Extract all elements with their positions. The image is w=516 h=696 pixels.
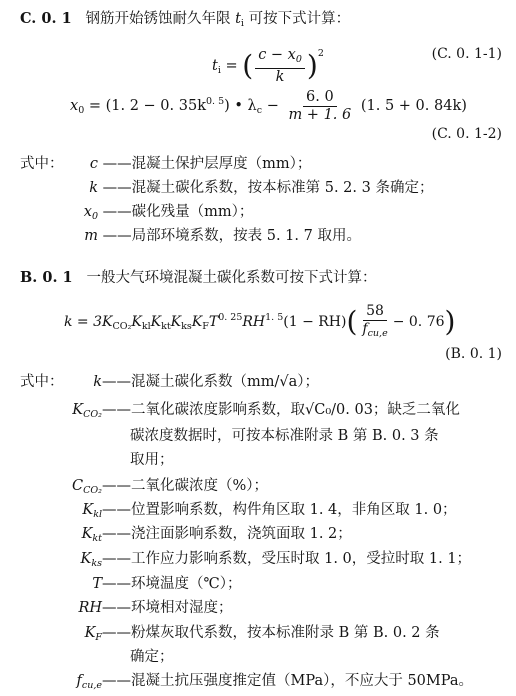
def-term-sub: kt: [92, 533, 102, 544]
def-dash: ——: [102, 156, 132, 172]
def-desc: ——二氧化碳浓度影响系数，取√C₀/0. 03；缺乏二氧化: [102, 402, 460, 418]
section-c-def-0: [78, 154, 311, 174]
def-desc: ——环境温度（℃）；: [102, 576, 242, 592]
eqb-t-sup: 0. 25: [218, 312, 243, 323]
eq2-denominator: m + 1. 6: [288, 106, 352, 123]
eq1-close-paren: ): [306, 49, 318, 82]
eqb-k4: K: [170, 314, 182, 330]
def-dash: ——: [102, 204, 132, 220]
eq1-exponent: 2: [317, 48, 324, 59]
eq1-number: (C. 0. 1-1): [431, 46, 502, 62]
def-term: K: [72, 402, 84, 418]
eqb-k2-sub: kl: [141, 321, 151, 332]
eq1-equals: =: [225, 58, 238, 74]
section-b-title: 一般大气环境混凝土碳化系数可按下式计算：: [86, 270, 377, 286]
def-desc: 局部环境系数，按表 5. 1. 7 取用。: [131, 228, 361, 244]
section-c-var-sub: i: [240, 18, 244, 29]
section-c-number: C. 0. 1: [20, 10, 72, 27]
def-term: C: [72, 478, 84, 494]
section-c-tail: 可按下式计算：: [248, 11, 351, 27]
eq2-lhs-sub: 0: [78, 105, 85, 116]
equation-c-0-1-1: [212, 34, 324, 85]
section-b-def-12: [60, 671, 473, 696]
eq2-lhs: x: [70, 98, 79, 114]
section-c-def-3: [78, 226, 361, 246]
eq2-fraction: [285, 89, 354, 124]
def-term: k: [93, 374, 102, 390]
def-term: x: [83, 204, 92, 220]
def-desc: ——环境相对湿度；: [102, 600, 233, 616]
section-b-def-0: [60, 372, 319, 392]
eq1-lhs-sub: i: [217, 65, 221, 76]
def-desc: 碳化残量（mm）；: [131, 204, 254, 220]
section-b-def-8: [60, 574, 241, 594]
section-c-heading: [20, 9, 350, 34]
def-term-sub: cu,e: [81, 680, 102, 691]
equation-b-0-1: [64, 296, 455, 340]
eqb-k3-sub: kt: [161, 321, 171, 332]
section-b-where: 式中：: [20, 374, 64, 390]
eq2-part2: ) • λ: [224, 98, 257, 114]
def-desc: ——混凝土抗压强度推定值（MPa），不应大于 50MPa。: [102, 673, 474, 689]
eq1-denominator: k: [275, 68, 285, 85]
eq1-lhs: t: [212, 58, 218, 74]
def-term-sub: CO₂: [83, 409, 102, 420]
def-term-sub: F: [95, 632, 102, 643]
def-term: k: [89, 180, 98, 196]
def-term: c: [89, 156, 98, 172]
section-b-def-11: 确定；: [130, 649, 174, 665]
def-term: m: [84, 228, 98, 244]
def-desc: ——工作应力影响系数，受压时取 1. 0，受拉时取 1. 1；: [102, 551, 472, 567]
def-term: T: [92, 576, 102, 592]
section-c-title: 钢筋开始锈蚀耐久年限: [85, 11, 231, 27]
eqb-lhs: k = 3K: [64, 314, 113, 330]
eqb-rh-sup: 1. 5: [265, 312, 284, 323]
eqb-fraction: [359, 303, 390, 342]
eqb-mid: (1 − RH): [283, 314, 347, 330]
section-c-var: t: [235, 11, 241, 27]
eq2-minus: −: [266, 98, 279, 114]
section-b-def-2: 碳浓度数据时，可按本标准附录 B 第 B. 0. 3 条: [130, 428, 439, 444]
def-dash: ——: [102, 180, 132, 196]
section-b-def-5: [60, 500, 457, 525]
def-term: RH: [78, 600, 102, 616]
eqb-k3: K: [150, 314, 162, 330]
eq2-part4: (1. 5 + 0. 84k): [360, 98, 467, 114]
section-b-heading: [20, 268, 376, 288]
def-desc: ——混凝土碳化系数（mm/√a）；: [102, 374, 320, 390]
eqb-lhs-sub: CO₂: [112, 321, 132, 332]
def-term: f: [76, 673, 82, 689]
def-desc: ——二氧化碳浓度（%）；: [102, 478, 269, 494]
def-desc: 混凝土碳化系数，按本标准第 5. 2. 3 条确定；: [131, 180, 434, 196]
def-term-sub: ks: [91, 558, 102, 569]
eq2-part1: = (1. 2 − 0. 35k: [88, 98, 206, 114]
eqb-denominator-sub: cu,e: [367, 327, 388, 339]
section-b-def-6: [60, 524, 352, 549]
section-c-def-1: [78, 178, 433, 198]
equation-c-0-1-2: [70, 82, 467, 122]
eqb-k2: K: [131, 314, 142, 330]
section-b-def-3: 取用；: [130, 452, 174, 468]
def-term: K: [81, 526, 93, 542]
eqb-tail: − 0. 76: [392, 314, 445, 330]
eq2-number: (C. 0. 1-2): [431, 126, 502, 142]
eq2-part2-sub: c: [256, 105, 263, 116]
section-b-number: B. 0. 1: [20, 269, 73, 286]
eq2-part1-sup: 0. 5: [205, 96, 225, 107]
def-desc: ——浇注面影响系数，浇筑面取 1. 2；: [102, 526, 352, 542]
eqb-k5: K: [191, 314, 203, 330]
eqb-t: T: [208, 314, 219, 330]
section-b-def-7: [60, 549, 471, 574]
eqb-open-paren: (: [346, 305, 358, 338]
eqb-numerator: 58: [363, 303, 387, 321]
def-term: K: [80, 551, 92, 567]
eqb-k4-sub: ks: [181, 321, 192, 332]
section-c-where: 式中：: [20, 156, 64, 172]
section-b-def-1: [60, 400, 460, 425]
def-term: K: [84, 625, 96, 641]
def-term-sub: CO₂: [83, 485, 102, 496]
eqb-rh: RH: [242, 314, 266, 330]
eqb-denominator: f: [362, 320, 368, 337]
section-b-def-9: [60, 598, 233, 618]
section-c-def-2: [78, 202, 253, 227]
def-desc: 混凝土保护层厚度（mm）；: [131, 156, 312, 172]
eq1-numerator: c − x: [258, 46, 296, 63]
def-term-sub: 0: [91, 211, 98, 222]
def-desc: ——粉煤灰取代系数，按本标准附录 B 第 B. 0. 2 条: [102, 625, 440, 641]
eqb-number: (B. 0. 1): [445, 346, 502, 362]
eq1-numerator-sub: 0: [295, 53, 302, 65]
def-term: K: [82, 502, 94, 518]
def-term-sub: kl: [93, 509, 102, 520]
eq1-open-paren: (: [242, 49, 254, 82]
section-b-def-4: [60, 476, 268, 501]
section-b-def-10: [60, 623, 440, 648]
eqb-k5-sub: F: [202, 321, 209, 332]
eq1-fraction: [255, 47, 305, 86]
eqb-close-paren: ): [444, 305, 456, 338]
def-dash: ——: [102, 228, 132, 244]
def-desc: ——位置影响系数，构件角区取 1. 4，非角区取 1. 0；: [102, 502, 457, 518]
eq2-numerator: 6. 0: [303, 89, 337, 107]
